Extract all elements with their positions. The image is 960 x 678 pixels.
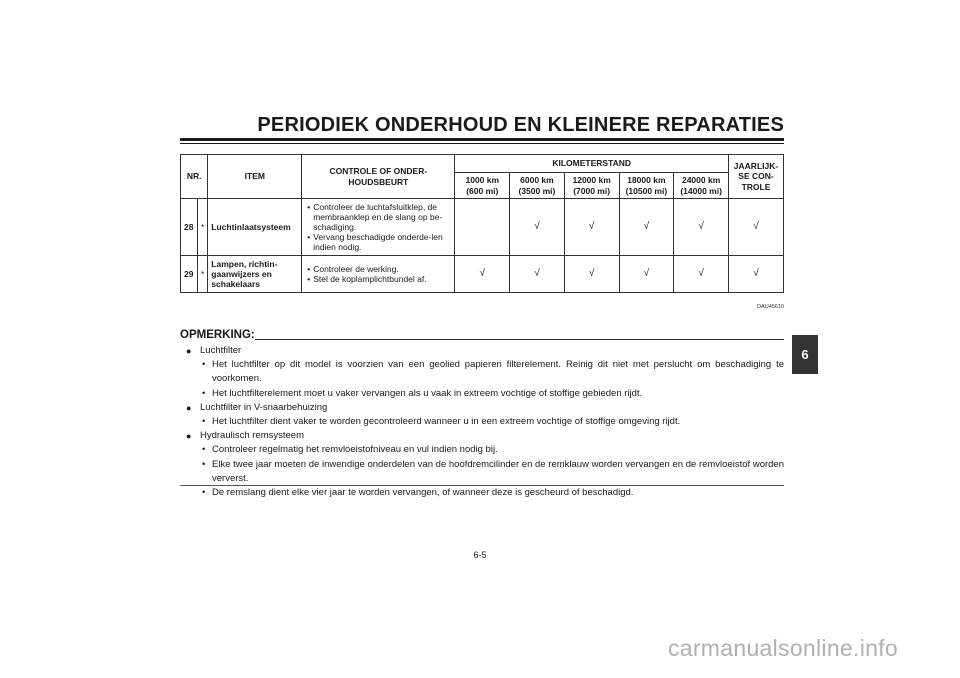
list-item: • Controleer regelmatig het remvloeistofniveau en vul indien nodig bij.: [186, 443, 784, 457]
control-bullet: • Stel de koplamplichtbundel af.: [305, 274, 451, 284]
check-cell: √: [510, 256, 565, 293]
list-item: • Het luchtfilter op dit model is voorzien van een geolied papieren filterelement. Reinig dit niet met perslucht om beschadiging te voorkomen.: [186, 358, 784, 386]
header-interval: 18000 km (10500 mi): [619, 173, 674, 199]
row-controls: [302, 256, 455, 293]
control-bullet: • Controleer de werking.: [305, 264, 451, 274]
bullet-icon: •: [202, 359, 206, 371]
check-cell: √: [674, 256, 729, 293]
title-rule-thick: [180, 138, 784, 141]
row-item: Luchtinlaatsysteem: [208, 199, 302, 256]
page-number: 6-5: [473, 550, 487, 560]
note-heading: OPMERKING:: [180, 329, 255, 341]
note-group: [186, 344, 784, 401]
maintenance-table: [180, 154, 784, 293]
header-interval: 12000 km (7000 mi): [564, 173, 619, 199]
bullet-icon: •: [202, 416, 206, 428]
check-cell: √: [564, 199, 619, 256]
note-group-label: Hydraulisch remsysteem: [200, 430, 304, 442]
check-cell: [455, 199, 510, 256]
note-group: [186, 429, 784, 500]
note-group: [186, 401, 784, 429]
document-reference-code: DAU45610: [757, 304, 784, 310]
note-heading-rule: [255, 339, 784, 340]
check-cell: √: [729, 256, 784, 293]
row-nr: 28: [181, 199, 198, 256]
bullet-disc-icon: ●: [186, 402, 192, 413]
page-title: PERIODIEK ONDERHOUD EN KLEINERE REPARATIES: [257, 114, 784, 136]
header-control: CONTROLE OF ONDER-HOUDSBEURT: [302, 155, 455, 199]
row-item: Lampen, richtin-gaanwijzers en schakelaars: [208, 256, 302, 293]
note-body: [186, 344, 784, 500]
header-kilometerstand: KILOMETERSTAND: [455, 155, 729, 173]
note-group-label: Luchtfilter in V-snaarbehuizing: [200, 401, 328, 413]
table-row: [181, 256, 784, 293]
title-rule-thin: [180, 143, 784, 144]
row-controls: [302, 199, 455, 256]
row-star: *: [197, 199, 207, 256]
bullet-disc-icon: ●: [186, 346, 192, 356]
check-cell: √: [619, 199, 674, 256]
check-cell: √: [510, 199, 565, 256]
watermark: carmanualsonline.info: [667, 635, 898, 661]
header-item: ITEM: [208, 155, 302, 199]
bullet-icon: •: [202, 444, 206, 456]
check-cell: √: [619, 256, 674, 293]
bullet-icon: •: [202, 387, 206, 399]
bullet-icon: •: [202, 458, 206, 470]
control-bullet: • Controleer de luchtafsluitklep, de membraanklep en de slang op be-schadiging.: [305, 202, 451, 233]
header-yearly: JAARLIJK-SE CON-TROLE: [729, 155, 784, 199]
header-interval: 6000 km (3500 mi): [510, 173, 565, 199]
control-bullet: • Vervang beschadigde onderde-len indien nodig.: [305, 232, 451, 252]
bullet-icon: •: [202, 487, 206, 499]
list-item: • Het luchtfilterelement moet u vaker vervangen als u vaak in extreem vochtige of stoffige gebieden rijdt.: [186, 387, 784, 401]
header-nr: NR.: [181, 155, 208, 199]
check-cell: √: [564, 256, 619, 293]
check-cell: √: [729, 199, 784, 256]
bullet-disc-icon: ●: [186, 431, 192, 442]
chapter-tab: 6: [792, 335, 818, 374]
list-item: • Elke twee jaar moeten de inwendige onderdelen van de hoofdremcilinder en de remklauw worden vervangen en de remvloeistof worden ververst.: [186, 458, 784, 486]
header-interval: 24000 km (14000 mi): [674, 173, 729, 199]
row-star: *: [197, 256, 207, 293]
note-group-label: Luchtfilter: [200, 345, 242, 356]
row-nr: 29: [181, 256, 198, 293]
table-row: [181, 199, 784, 256]
check-cell: √: [674, 199, 729, 256]
check-cell: √: [455, 256, 510, 293]
list-item: • Het luchtfilter dient vaker te worden gecontroleerd wanneer u in een extreem vochtige of stoffige omgeving rijdt.: [186, 415, 784, 429]
header-interval: 1000 km (600 mi): [455, 173, 510, 199]
list-item: • De remslang dient elke vier jaar te worden vervangen, of wanneer deze is gescheurd of beschadigd.: [186, 486, 784, 500]
bottom-rule: [180, 485, 784, 486]
